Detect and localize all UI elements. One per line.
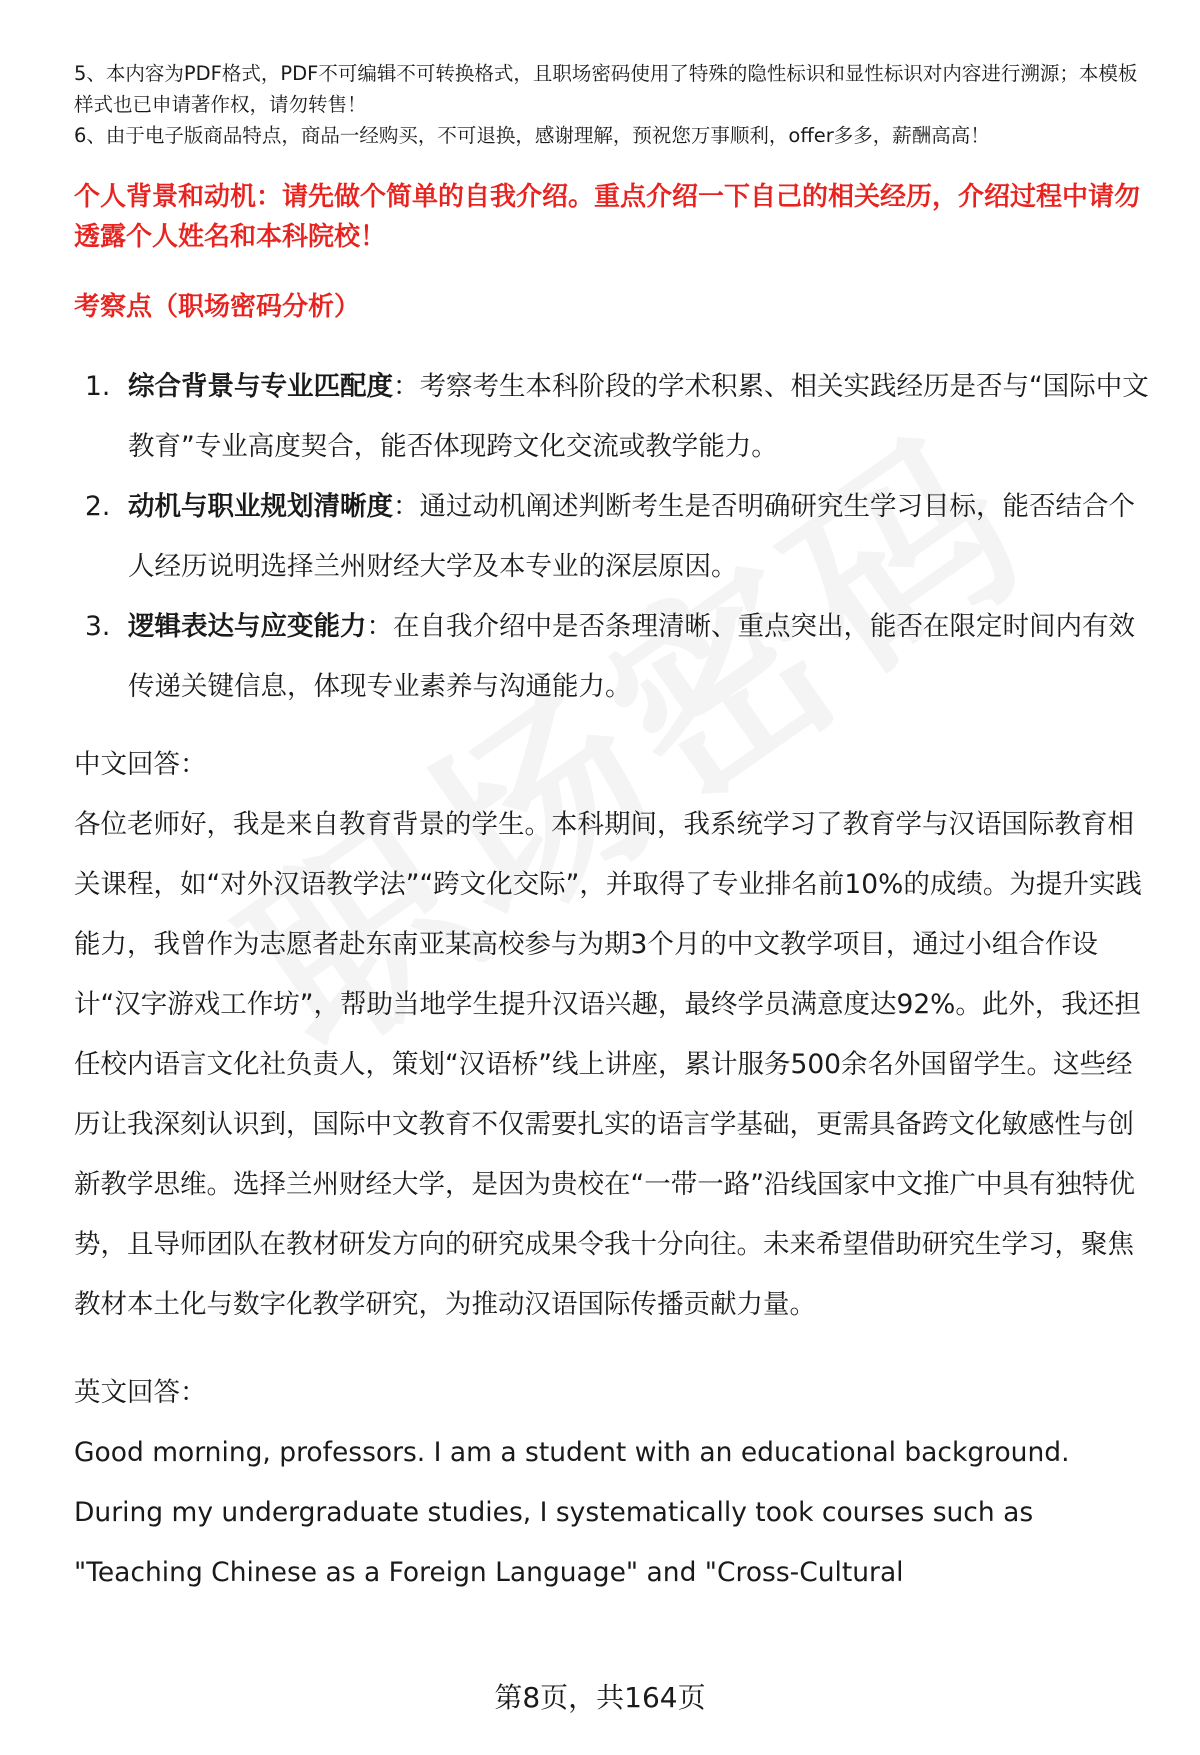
analysis-point-1 — [74, 357, 1154, 477]
chinese-answer: 各位老师好，我是来自教育背景的学生。本科期间，我系统学习了教育学与汉语国际教育相关课程，如“对外汉语教学法”“跨文化交际”，并取得了专业排名前10%的成绩。为提升实践能力，我曾作为志愿者赴东南亚某高校参与为期3个月的中文教学项目，通过小组合作设计“汉字游戏工作坊”，帮助当地学生提升汉语兴趣，最终学员满意度达92%。此外，我还担任校内语言文化社负责人，策划“汉语桥”线上讲座，累计服务500余名外国留学生。这些经历让我深刻认识到，国际中文教育不仅需要扎实的语言学基础，更需具备跨文化敏感性与创新教学思维。选择兰州财经大学，是因为贵校在“一带一路”沿线国家中文推广中具有独特优势，且导师团队在教材研发方向的研究成果令我十分向往。未来希望借助研究生学习，聚焦教材本土化与数字化教学研究，为推动汉语国际传播贡献力量。 — [74, 809, 1142, 1320]
point-text: ：通过动机阐述判断考生是否明确研究生学习目标，能否结合个人经历说明选择兰州财经大学及本专业的深层原因。 — [128, 491, 1135, 582]
question-heading: 个人背景和动机：请先做个简单的自我介绍。重点介绍一下自己的相关经历，介绍过程中请勿透露个人姓名和本科院校！ — [74, 182, 1141, 252]
chinese-answer-label: 中文回答： — [74, 749, 207, 780]
point-text: ：在自我介绍中是否条理清晰、重点突出，能否在限定时间内有效传递关键信息，体现专业素养与沟通能力。 — [128, 611, 1135, 702]
point-number: 1. — [85, 371, 111, 402]
point-term: 逻辑表达与应变能力 — [128, 611, 367, 642]
point-term: 动机与职业规划清晰度 — [128, 491, 393, 522]
analysis-points — [74, 357, 1154, 717]
analysis-point-3 — [74, 597, 1154, 717]
document-page — [74, 58, 1154, 1603]
point-number: 2. — [85, 491, 111, 522]
analysis-point-2 — [74, 477, 1154, 597]
notice-6: 6、由于电子版商品特点，商品一经购买，不可退换，感谢理解，预祝您万事顺利，offer多多，薪酬高高！ — [74, 124, 990, 147]
english-answer-label: 英文回答： — [74, 1377, 207, 1408]
notice-5: 5、本内容为PDF格式，PDF不可编辑不可转换格式，且职场密码使用了特殊的隐性标识和显性标识对内容进行溯源；本模板样式也已申请著作权，请勿转售！ — [74, 62, 1138, 116]
point-text: ：考察考生本科阶段的学术积累、相关实践经历是否与“国际中文教育”专业高度契合，能否体现跨文化交流或教学能力。 — [128, 371, 1149, 462]
english-answer: Good morning, professors. I am a student with an educational background. During my undergraduate studies, I systematically took courses such as "Teaching Chinese as a Foreign Language" and "Cross-Cultural — [74, 1437, 1070, 1588]
analysis-heading: 考察点（职场密码分析） — [74, 292, 361, 322]
page-number-footer: 第8页，共164页 — [494, 1681, 706, 1714]
point-number: 3. — [85, 611, 111, 642]
point-term: 综合背景与专业匹配度 — [128, 371, 393, 402]
